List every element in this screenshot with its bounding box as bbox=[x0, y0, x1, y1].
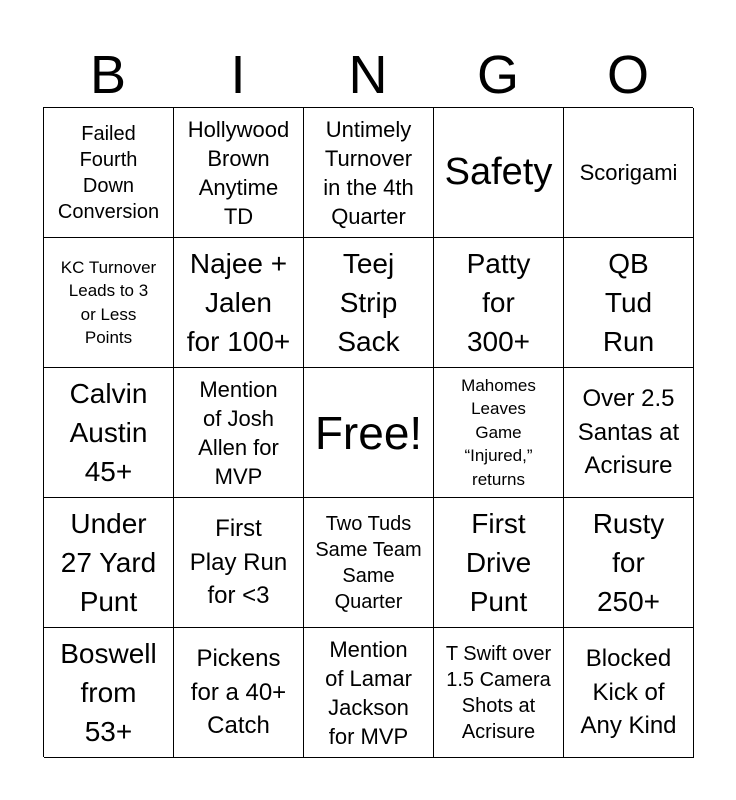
cell-text: Safety bbox=[444, 151, 553, 193]
cell-text: Rusty for 250+ bbox=[592, 508, 665, 617]
cell-text: Mahomes Leaves Game “Injured,” returns bbox=[461, 375, 536, 489]
bingo-header bbox=[43, 44, 693, 106]
bingo-cell[interactable] bbox=[44, 368, 174, 498]
cell-text: First Drive Punt bbox=[465, 508, 532, 617]
bingo-cell[interactable] bbox=[434, 108, 564, 238]
bingo-cell[interactable] bbox=[174, 498, 304, 628]
bingo-cell[interactable] bbox=[174, 238, 304, 368]
cell-text: Scorigami bbox=[579, 159, 678, 185]
bingo-cell[interactable] bbox=[304, 498, 434, 628]
bingo-cell[interactable] bbox=[304, 628, 434, 758]
header-letter-n: N bbox=[348, 45, 388, 105]
bingo-board bbox=[43, 107, 693, 757]
header-letter-i: I bbox=[230, 45, 246, 105]
cell-text: Patty for 300+ bbox=[466, 248, 531, 357]
cell-text: Teej Strip Sack bbox=[337, 248, 400, 357]
bingo-cell[interactable] bbox=[434, 238, 564, 368]
bingo-cell[interactable] bbox=[44, 238, 174, 368]
cell-text: Blocked Kick of Any Kind bbox=[580, 645, 677, 740]
cell-text: Free! bbox=[314, 406, 423, 459]
cell-text: Pickens for a 40+ Catch bbox=[190, 645, 287, 740]
bingo-cell[interactable] bbox=[564, 108, 694, 238]
bingo-cell[interactable] bbox=[564, 238, 694, 368]
cell-text: Failed Fourth Down Conversion bbox=[57, 122, 160, 223]
bingo-cell[interactable] bbox=[174, 368, 304, 498]
cell-text: KC Turnover Leads to 3 or Less Points bbox=[60, 257, 157, 347]
cell-text: QB Tud Run bbox=[602, 248, 655, 357]
cell-text: Two Tuds Same Team Same Quarter bbox=[315, 512, 422, 613]
bingo-cell[interactable] bbox=[564, 628, 694, 758]
bingo-cell[interactable] bbox=[434, 368, 564, 498]
cell-text: Calvin Austin 45+ bbox=[69, 378, 148, 487]
bingo-cell[interactable] bbox=[304, 108, 434, 238]
bingo-cell[interactable] bbox=[434, 628, 564, 758]
header-letter-b: B bbox=[89, 45, 127, 105]
bingo-cell[interactable] bbox=[44, 498, 174, 628]
cell-text: Untimely Turnover in the 4th Quarter bbox=[323, 116, 414, 229]
cell-text: Mention of Lamar Jackson for MVP bbox=[325, 636, 412, 749]
cell-text: Hollywood Brown Anytime TD bbox=[187, 116, 290, 229]
bingo-cell[interactable] bbox=[44, 108, 174, 238]
header-letter-o: O bbox=[606, 45, 649, 105]
cell-text: Over 2.5 Santas at Acrisure bbox=[577, 385, 680, 480]
cell-text: T Swift over 1.5 Camera Shots at Acrisure bbox=[445, 642, 552, 743]
cell-text: Najee + Jalen for 100+ bbox=[186, 248, 291, 357]
bingo-cell[interactable] bbox=[44, 628, 174, 758]
cell-text: Mention of Josh Allen for MVP bbox=[198, 376, 279, 489]
bingo-cell[interactable] bbox=[174, 108, 304, 238]
bingo-cell[interactable] bbox=[434, 498, 564, 628]
free-space[interactable] bbox=[304, 368, 434, 498]
header-letter-g: G bbox=[476, 45, 519, 105]
bingo-cell[interactable] bbox=[564, 498, 694, 628]
bingo-cell[interactable] bbox=[564, 368, 694, 498]
bingo-cell[interactable] bbox=[304, 238, 434, 368]
cell-text: Under 27 Yard Punt bbox=[60, 508, 157, 617]
cell-text: Boswell from 53+ bbox=[60, 638, 157, 747]
bingo-cell[interactable] bbox=[174, 628, 304, 758]
cell-text: First Play Run for <3 bbox=[189, 515, 288, 610]
